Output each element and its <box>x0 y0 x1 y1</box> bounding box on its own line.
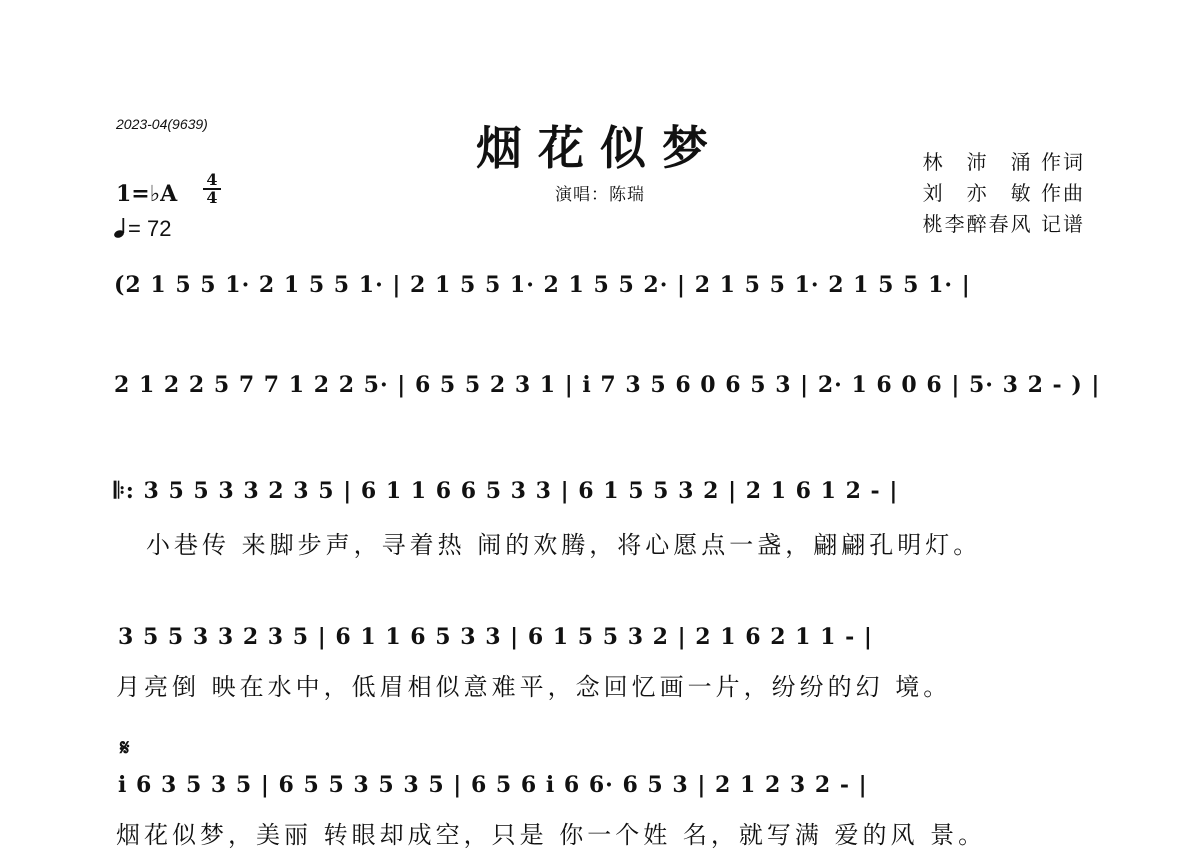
score-line-2-notes: 2 1 2 2 5 7 7 1 2 2 5· | 6 5 5 2 3 1 | i 7 3 5 6 0 6 5 3 | 2· 1 6 0 6 | 5· 3 2 - ) | <box>114 372 1101 398</box>
tempo-value: = 72 <box>128 216 172 241</box>
score-line-5-lyrics: 烟花似梦，美丽 转眼却成空，只是 你一个姓 名，就写满 爱的风 景。 <box>116 821 987 849</box>
score-line-3-lyrics: 小巷传 来脚步声，寻着热 闹的欢腾，将心愿点一盏，翩翩孔明灯。 <box>146 531 982 559</box>
key-signature: 1=♭A <box>116 181 178 207</box>
time-signature <box>203 172 221 206</box>
score-line-4-notes: 3 5 5 3 3 2 3 5 | 6 1 1 6 5 3 3 | 6 1 5 5 3 2 | 2 1 6 2 1 1 - | <box>118 624 873 650</box>
tempo-marking <box>114 216 171 242</box>
document-id: 2023-04(9639) <box>116 116 208 132</box>
score-line-5-notes: i 6 3 5 3 5 | 6 5 5 3 5 3 5 | 6 5 6 i 6 6· 6 5 3 | 2 1 2 3 2 - | <box>118 772 868 798</box>
composer-credit: 刘 亦 敏 作曲 <box>922 181 1085 205</box>
time-signature-top: 4 <box>203 172 221 190</box>
time-signature-bottom: 4 <box>206 188 218 207</box>
transcriber-credit: 桃李醉春风 记谱 <box>922 212 1085 236</box>
performer: 演唱：陈瑞 <box>555 185 645 205</box>
song-title: 烟花似梦 <box>476 121 724 175</box>
score-line-4-lyrics: 月亮倒 映在水中，低眉相似意难平，念回忆画一片，纷纷的幻 境。 <box>116 673 952 701</box>
score-line-1-notes: (2 1 5 5 1· 2 1 5 5 1· | 2 1 5 5 1· 2 1 5 5 2· | 2 1 5 5 1· 2 1 5 5 1· | <box>114 272 971 298</box>
score-line-3-notes: 𝄆: 3 5 5 3 3 2 3 5 | 6 1 1 6 6 5 3 3 | 6 1 5 5 3 2 | 2 1 6 1 2 - | <box>114 478 899 504</box>
lyricist-credit: 林 沛 涌 作词 <box>922 150 1085 174</box>
segno-icon: 𝄋 <box>120 735 130 761</box>
quarter-note-icon <box>114 217 128 239</box>
